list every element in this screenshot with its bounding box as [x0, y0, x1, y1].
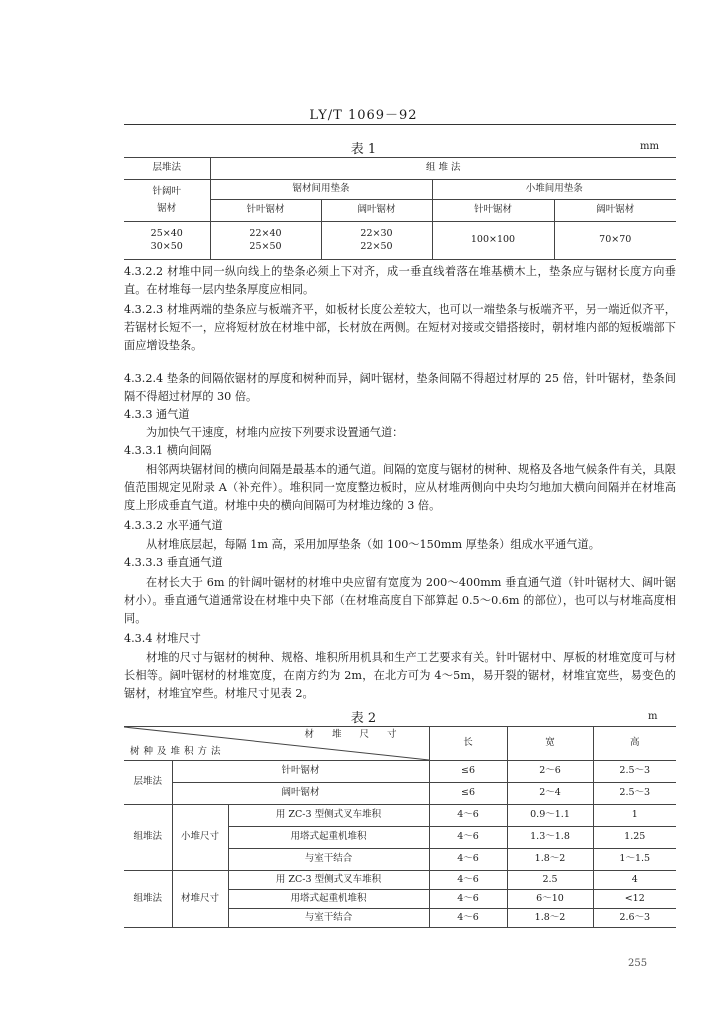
table1-cell-c1: 22×30: [360, 227, 393, 239]
table2-g1-r2-long: ≤6: [429, 783, 507, 805]
table2-diagonal-header: [124, 727, 429, 761]
table1-sub-group-2: 小堆间用垫条: [432, 180, 676, 200]
table1-cell-a2: 30×50: [150, 240, 183, 252]
table2-g3-sub: 材堆尺寸: [172, 871, 228, 928]
table1-sub-col-3: 针叶锯材: [432, 200, 554, 222]
table1-sub-col-4: 阔叶锯材: [554, 200, 676, 222]
table2-g1-r1-name: 针叶锯材: [172, 761, 429, 783]
table2-g2-r1-high: 1: [593, 805, 676, 827]
page-number: 255: [628, 958, 648, 969]
table2-unit: m: [648, 711, 658, 722]
para-4-3-3-3: 在材长大于 6m 的针阔叶锯材的材堆中央应留有宽度为 200～400mm 垂直通气道（针叶锯材大、阔叶锯材小）。垂直通气道通常设在材堆中央下部（在材堆高度自下部算起 0.5～0.6m 的部位），也可以与材堆高度相同。: [124, 576, 676, 625]
table1-head-species: [124, 180, 210, 222]
table2-group-3: 组堆法: [124, 871, 172, 928]
table2-g2-r3-wide: 1.8～2: [507, 849, 593, 871]
standard-code: LY/T 1069－92: [309, 108, 418, 123]
table2-g3-r1-long: 4～6: [429, 871, 507, 890]
table2-g2-sub: 小堆尺寸: [172, 805, 228, 871]
table2-g3-r1-name: 用 ZC-3 型侧式叉车堆积: [228, 871, 429, 890]
table2-g1-r2-wide: 2～4: [507, 783, 593, 805]
table2-col-wide: 宽: [507, 727, 593, 761]
table2-g2-r3-long: 4～6: [429, 849, 507, 871]
table1-cell-b1: 22×40: [249, 227, 282, 239]
table2-g1-r1-high: 2.5～3: [593, 761, 676, 783]
table1-cell-d: 100×100: [432, 222, 554, 260]
table2-col-long: 长: [429, 727, 507, 761]
para-4-3-4: 材堆的尺寸与锯材的树种、规格、堆积所用机具和生产工艺要求有关。针叶锯材中、厚板的材堆宽度可与材长相等。阔叶锯材的材堆宽度，在南方约为 2m，在北方可为 4～5m，易开裂的锯材，材堆宜宽些，易变色的锯材，材堆宜窄些。材堆尺寸见表 2。: [124, 651, 676, 700]
table2-g2-r1-wide: 0.9～1.1: [507, 805, 593, 827]
heading-4-3-3-3: 4.3.3.3 垂直通气道: [124, 556, 223, 569]
para-4-3-3-2: 从材堆底层起，每隔 1m 高，采用加厚垫条（如 100～150mm 厚垫条）组成水平通气道。: [146, 538, 600, 551]
table1-cell-b: [210, 222, 321, 260]
table2: [124, 726, 676, 928]
table1-sub-col-1: 针叶锯材: [210, 200, 321, 222]
table2-g2-r2-wide: 1.3～1.8: [507, 827, 593, 849]
table2-group-2: 组堆法: [124, 805, 172, 871]
table1-cell-e: 70×70: [554, 222, 676, 260]
table1-head-row: 层堆法: [124, 158, 210, 180]
table2-g2-r2-high: 1.25: [593, 827, 676, 849]
table1-title: 表 1: [350, 142, 377, 157]
table1-cell-a: [124, 222, 210, 260]
table1-head-group: 组 堆 法: [210, 158, 676, 180]
diag-top-label: 材堆尺寸: [304, 729, 415, 740]
table2-group-1: 层堆法: [124, 761, 172, 805]
table2-g3-r2-wide: 6～10: [507, 890, 593, 909]
table1-head-species-2: 锯材: [157, 202, 177, 214]
table2-g2-r1-long: 4～6: [429, 805, 507, 827]
para-4-3-2-2: 4.3.2.2 材堆中同一纵向线上的垫条必须上下对齐，成一垂直线着落在堆基横木上，垫条应与锯材长度方向垂直。在材堆每一层内垫条厚度应相同。: [124, 265, 676, 296]
heading-4-3-3: 4.3.3 通气道: [124, 408, 190, 421]
table2-col-high: 高: [593, 727, 676, 761]
table2-g3-r3-name: 与室干结合: [228, 909, 429, 928]
table2-g3-r1-high: 4: [593, 871, 676, 890]
table1-unit: mm: [640, 141, 659, 152]
heading-4-3-3-1: 4.3.3.1 横向间隔: [124, 444, 212, 457]
table1-cell-c: [321, 222, 432, 260]
table2-title: 表 2: [350, 711, 377, 726]
table1-cell-c2: 22×50: [360, 240, 393, 252]
heading-4-3-4: 4.3.4 材堆尺寸: [124, 632, 201, 645]
table1-sub-col-2: 阔叶锯材: [321, 200, 432, 222]
table1-cell-a1: 25×40: [150, 227, 183, 239]
table2-g3-r3-wide: 1.8～2: [507, 909, 593, 928]
table1-head-species-1: 针阔叶: [152, 185, 181, 197]
diag-bottom-label: 树种及堆积方法: [130, 746, 225, 758]
heading-4-3-3-2: 4.3.3.2 水平通气道: [124, 519, 223, 532]
table2-g3-r2-long: 4～6: [429, 890, 507, 909]
table1: [124, 157, 676, 260]
table2-g1-r2-high: 2.5～3: [593, 783, 676, 805]
para-4-3-3-intro: 为加快气干速度，材堆内应按下列要求设置通气道：: [146, 426, 404, 439]
header-divider: [124, 124, 676, 125]
para-4-3-2-4: 4.3.2.4 垫条的间隔依锯材的厚度和树种而异，阔叶锯材，垫条间隔不得超过材厚的 25 倍，针叶锯材，垫条间隔不得超过材厚的 30 倍。: [124, 372, 676, 403]
table2-g1-r2-name: 阔叶锯材: [172, 783, 429, 805]
table1-sub-group-1: 锯材间用垫条: [210, 180, 432, 200]
table2-g3-r3-long: 4～6: [429, 909, 507, 928]
table2-g1-r1-long: ≤6: [429, 761, 507, 783]
table1-cell-b2: 25×50: [249, 240, 282, 252]
table2-g2-r2-name: 用塔式起重机堆积: [228, 827, 429, 849]
diagonal-header-box: [124, 727, 429, 760]
para-4-3-2-3: 4.3.2.3 材堆两端的垫条应与板端齐平，如板材长度公差较大，也可以一端垫条与板端齐平，另一端近似齐平，若锯材长短不一，应将短材放在材堆中部，长材放在两侧。在短材对接或交错搭接时，朝材堆内部的短板端部下面应增设垫条。: [124, 303, 676, 352]
table2-g2-r3-name: 与室干结合: [228, 849, 429, 871]
para-4-3-3-1: 相邻两块锯材间的横向间隔是最基本的通气道。间隔的宽度与锯材的树种、规格及各地气候条件有关，具限值范围规定见附录 A（补充件）。堆积同一宽度整边板时，应从材堆两侧向中央均匀地加大横向间隔并在材堆高度上形成垂直气道。材堆中央的横向间隔可为材堆边缘的 3 倍。: [124, 463, 676, 512]
table2-g3-r2-high: <12: [593, 890, 676, 909]
table2-g3-r2-name: 用塔式起重机堆积: [228, 890, 429, 909]
table2-g3-r3-high: 2.6～3: [593, 909, 676, 928]
table2-g2-r2-long: 4～6: [429, 827, 507, 849]
table2-g3-r1-wide: 2.5: [507, 871, 593, 890]
table2-g2-r1-name: 用 ZC-3 型侧式叉车堆积: [228, 805, 429, 827]
table2-g2-r3-high: 1～1.5: [593, 849, 676, 871]
table2-g1-r1-wide: 2～6: [507, 761, 593, 783]
